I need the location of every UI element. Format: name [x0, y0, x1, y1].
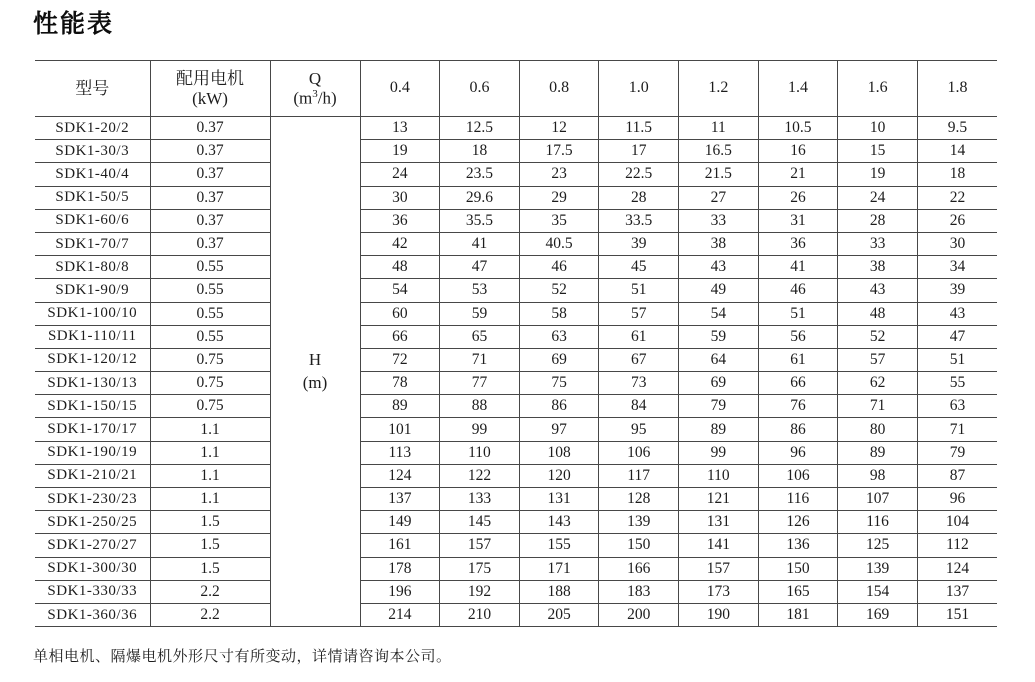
head-value-cell: 95 [599, 418, 679, 441]
head-value-cell: 104 [917, 511, 997, 534]
model-cell: SDK1-30/3 [35, 140, 150, 163]
head-value-cell: 157 [679, 557, 759, 580]
head-value-cell: 13 [360, 117, 440, 140]
head-value-cell: 79 [917, 441, 997, 464]
motor-power-cell: 0.37 [150, 186, 270, 209]
head-value-cell: 155 [519, 534, 599, 557]
head-value-cell: 52 [519, 279, 599, 302]
head-value-cell: 120 [519, 464, 599, 487]
head-value-cell: 67 [599, 348, 679, 371]
head-value-cell: 18 [917, 163, 997, 186]
motor-power-cell: 0.55 [150, 256, 270, 279]
head-value-cell: 61 [758, 348, 838, 371]
head-value-cell: 113 [360, 441, 440, 464]
head-value-cell: 31 [758, 209, 838, 232]
model-cell: SDK1-250/25 [35, 511, 150, 534]
head-value-cell: 131 [519, 488, 599, 511]
head-value-cell: 65 [440, 325, 520, 348]
head-value-cell: 143 [519, 511, 599, 534]
motor-power-cell: 1.5 [150, 534, 270, 557]
motor-power-cell: 2.2 [150, 603, 270, 626]
head-value-cell: 161 [360, 534, 440, 557]
head-value-cell: 51 [599, 279, 679, 302]
q-symbol: Q [308, 68, 322, 88]
head-value-cell: 150 [599, 534, 679, 557]
head-value-cell: 58 [519, 302, 599, 325]
q-unit-post: /h) [317, 88, 337, 108]
table-row [35, 279, 997, 302]
col-header-flow-6: 1.6 [838, 61, 918, 117]
head-value-cell: 139 [599, 511, 679, 534]
head-value-cell: 29 [519, 186, 599, 209]
table-row [35, 534, 997, 557]
motor-power-cell: 0.55 [150, 325, 270, 348]
head-value-cell: 128 [599, 488, 679, 511]
head-value-cell: 59 [679, 325, 759, 348]
head-value-cell: 188 [519, 580, 599, 603]
table-row [35, 511, 997, 534]
head-value-cell: 86 [519, 395, 599, 418]
head-value-cell: 139 [838, 557, 918, 580]
model-cell: SDK1-130/13 [35, 372, 150, 395]
model-cell: SDK1-20/2 [35, 117, 150, 140]
table-row [35, 186, 997, 209]
head-value-cell: 181 [758, 603, 838, 626]
table-row [35, 603, 997, 626]
head-value-cell: 28 [599, 186, 679, 209]
motor-power-cell: 0.55 [150, 302, 270, 325]
head-value-cell: 157 [440, 534, 520, 557]
head-value-cell: 136 [758, 534, 838, 557]
head-value-cell: 89 [360, 395, 440, 418]
head-value-cell: 23 [519, 163, 599, 186]
head-value-cell: 169 [838, 603, 918, 626]
head-value-cell: 34 [917, 256, 997, 279]
model-cell: SDK1-230/23 [35, 488, 150, 511]
head-value-cell: 122 [440, 464, 520, 487]
head-value-cell: 36 [360, 209, 440, 232]
model-cell: SDK1-190/19 [35, 441, 150, 464]
head-value-cell: 69 [519, 348, 599, 371]
head-value-cell: 22 [917, 186, 997, 209]
head-value-cell: 47 [440, 256, 520, 279]
table-body [35, 117, 997, 627]
motor-power-cell: 0.37 [150, 140, 270, 163]
head-value-cell: 55 [917, 372, 997, 395]
head-value-cell: 99 [679, 441, 759, 464]
head-value-cell: 35 [519, 209, 599, 232]
head-value-cell: 17.5 [519, 140, 599, 163]
head-value-cell: 87 [917, 464, 997, 487]
head-value-cell: 183 [599, 580, 679, 603]
model-cell: SDK1-360/36 [35, 603, 150, 626]
head-value-cell: 22.5 [599, 163, 679, 186]
head-value-cell: 89 [679, 418, 759, 441]
head-value-cell: 106 [758, 464, 838, 487]
head-value-cell: 18 [440, 140, 520, 163]
q-unit [271, 88, 360, 108]
head-value-cell: 66 [758, 372, 838, 395]
table-row [35, 302, 997, 325]
head-value-cell: 116 [758, 488, 838, 511]
head-value-cell: 75 [519, 372, 599, 395]
motor-power-cell: 0.37 [150, 232, 270, 255]
motor-power-cell: 0.75 [150, 348, 270, 371]
col-header-flow-7: 1.8 [917, 61, 997, 117]
table-row [35, 580, 997, 603]
table-row [35, 395, 997, 418]
table-row [35, 256, 997, 279]
head-value-cell: 16.5 [679, 140, 759, 163]
head-value-cell: 124 [917, 557, 997, 580]
model-cell: SDK1-60/6 [35, 209, 150, 232]
head-value-cell: 107 [838, 488, 918, 511]
motor-power-cell: 0.75 [150, 372, 270, 395]
head-value-cell: 35.5 [440, 209, 520, 232]
head-value-cell: 51 [758, 302, 838, 325]
head-value-cell: 54 [360, 279, 440, 302]
table-row [35, 117, 997, 140]
head-value-cell: 42 [360, 232, 440, 255]
head-value-cell: 43 [917, 302, 997, 325]
head-value-cell: 101 [360, 418, 440, 441]
head-value-cell: 178 [360, 557, 440, 580]
head-value-cell: 41 [440, 232, 520, 255]
head-value-cell: 124 [360, 464, 440, 487]
col-header-motor [150, 61, 270, 117]
head-value-cell: 52 [838, 325, 918, 348]
head-value-cell: 53 [440, 279, 520, 302]
head-value-cell: 86 [758, 418, 838, 441]
head-value-cell: 21 [758, 163, 838, 186]
col-header-flow-3: 1.0 [599, 61, 679, 117]
head-value-cell: 36 [758, 232, 838, 255]
head-value-cell: 19 [360, 140, 440, 163]
head-value-cell: 64 [679, 348, 759, 371]
head-value-cell: 23.5 [440, 163, 520, 186]
head-value-cell: 48 [360, 256, 440, 279]
table-row [35, 232, 997, 255]
head-value-cell: 99 [440, 418, 520, 441]
motor-power-cell: 1.1 [150, 464, 270, 487]
head-value-cell: 71 [838, 395, 918, 418]
head-value-cell: 17 [599, 140, 679, 163]
head-value-cell: 16 [758, 140, 838, 163]
head-value-cell: 26 [758, 186, 838, 209]
head-value-cell: 125 [838, 534, 918, 557]
table-row [35, 418, 997, 441]
head-value-cell: 171 [519, 557, 599, 580]
head-value-cell: 131 [679, 511, 759, 534]
model-cell: SDK1-270/27 [35, 534, 150, 557]
model-cell: SDK1-120/12 [35, 348, 150, 371]
head-value-cell: 54 [679, 302, 759, 325]
head-value-cell: 96 [758, 441, 838, 464]
head-value-cell: 80 [838, 418, 918, 441]
head-value-cell: 43 [679, 256, 759, 279]
q-unit-sup: 3 [312, 88, 318, 101]
head-value-cell: 137 [917, 580, 997, 603]
head-value-cell: 43 [838, 279, 918, 302]
col-header-flow-2: 0.8 [519, 61, 599, 117]
head-value-cell: 63 [519, 325, 599, 348]
head-value-cell: 166 [599, 557, 679, 580]
head-value-cell: 33.5 [599, 209, 679, 232]
head-value-cell: 15 [838, 140, 918, 163]
model-cell: SDK1-50/5 [35, 186, 150, 209]
head-value-cell: 137 [360, 488, 440, 511]
motor-power-cell: 0.55 [150, 279, 270, 302]
col-header-flow-1: 0.6 [440, 61, 520, 117]
head-value-cell: 106 [599, 441, 679, 464]
head-value-cell: 49 [679, 279, 759, 302]
head-value-cell: 27 [679, 186, 759, 209]
head-value-cell: 73 [599, 372, 679, 395]
motor-power-cell: 1.5 [150, 557, 270, 580]
head-value-cell: 145 [440, 511, 520, 534]
model-cell: SDK1-40/4 [35, 163, 150, 186]
head-value-cell: 190 [679, 603, 759, 626]
head-value-cell: 77 [440, 372, 520, 395]
head-value-cell: 62 [838, 372, 918, 395]
head-value-cell: 11 [679, 117, 759, 140]
table-row [35, 348, 997, 371]
head-value-cell: 150 [758, 557, 838, 580]
head-value-cell: 38 [838, 256, 918, 279]
head-value-cell: 26 [917, 209, 997, 232]
head-value-cell: 149 [360, 511, 440, 534]
head-value-cell: 175 [440, 557, 520, 580]
head-value-cell: 165 [758, 580, 838, 603]
performance-table [35, 60, 997, 627]
table-header [35, 61, 997, 117]
head-value-cell: 39 [917, 279, 997, 302]
head-value-cell: 57 [599, 302, 679, 325]
model-cell: SDK1-210/21 [35, 464, 150, 487]
table-row [35, 140, 997, 163]
col-header-flow-0: 0.4 [360, 61, 440, 117]
footnote: 单相电机、隔爆电机外形尺寸有所变动，详情请咨询本公司。 [33, 647, 452, 665]
model-cell: SDK1-80/8 [35, 256, 150, 279]
model-cell: SDK1-90/9 [35, 279, 150, 302]
head-value-cell: 48 [838, 302, 918, 325]
table-row [35, 441, 997, 464]
col-header-model: 型号 [35, 61, 150, 117]
head-value-cell: 108 [519, 441, 599, 464]
head-value-cell: 76 [758, 395, 838, 418]
head-value-cell: 72 [360, 348, 440, 371]
motor-power-cell: 0.37 [150, 163, 270, 186]
head-value-cell: 28 [838, 209, 918, 232]
head-value-cell: 84 [599, 395, 679, 418]
motor-power-cell: 1.1 [150, 488, 270, 511]
head-value-cell: 57 [838, 348, 918, 371]
head-value-cell: 61 [599, 325, 679, 348]
head-value-cell: 46 [519, 256, 599, 279]
head-value-cell: 78 [360, 372, 440, 395]
head-value-cell: 11.5 [599, 117, 679, 140]
model-cell: SDK1-300/30 [35, 557, 150, 580]
head-value-cell: 210 [440, 603, 520, 626]
head-value-cell: 154 [838, 580, 918, 603]
head-value-cell: 173 [679, 580, 759, 603]
head-value-cell: 33 [679, 209, 759, 232]
head-value-cell: 79 [679, 395, 759, 418]
motor-label-line2: (kW) [192, 88, 228, 108]
model-cell: SDK1-100/10 [35, 302, 150, 325]
head-value-cell: 38 [679, 232, 759, 255]
head-value-cell: 24 [360, 163, 440, 186]
head-value-cell: 59 [440, 302, 520, 325]
h-unit: (m) [302, 372, 328, 392]
head-value-cell: 14 [917, 140, 997, 163]
head-value-cell: 39 [599, 232, 679, 255]
head-value-cell: 133 [440, 488, 520, 511]
col-header-flow-5: 1.4 [758, 61, 838, 117]
head-value-cell: 12 [519, 117, 599, 140]
head-value-cell: 33 [838, 232, 918, 255]
motor-power-cell: 0.75 [150, 395, 270, 418]
head-value-cell: 151 [917, 603, 997, 626]
head-value-cell: 116 [838, 511, 918, 534]
table-row [35, 372, 997, 395]
head-value-cell: 63 [917, 395, 997, 418]
motor-power-cell: 0.37 [150, 209, 270, 232]
table-row [35, 209, 997, 232]
head-value-cell: 46 [758, 279, 838, 302]
table-row [35, 557, 997, 580]
head-value-cell: 214 [360, 603, 440, 626]
head-value-cell: 110 [440, 441, 520, 464]
head-value-cell: 47 [917, 325, 997, 348]
head-value-cell: 126 [758, 511, 838, 534]
head-value-cell: 10 [838, 117, 918, 140]
head-value-cell: 97 [519, 418, 599, 441]
head-value-cell: 98 [838, 464, 918, 487]
head-value-cell: 69 [679, 372, 759, 395]
model-cell: SDK1-170/17 [35, 418, 150, 441]
head-value-cell: 9.5 [917, 117, 997, 140]
head-value-cell: 66 [360, 325, 440, 348]
motor-power-cell: 1.1 [150, 418, 270, 441]
table-row [35, 488, 997, 511]
head-value-cell: 19 [838, 163, 918, 186]
head-value-cell: 30 [917, 232, 997, 255]
head-value-cell: 89 [838, 441, 918, 464]
header-row [35, 61, 997, 117]
head-value-cell: 71 [440, 348, 520, 371]
head-value-cell: 205 [519, 603, 599, 626]
head-value-cell: 141 [679, 534, 759, 557]
motor-label-line1: 配用电机 [176, 68, 244, 88]
motor-power-cell: 0.37 [150, 117, 270, 140]
model-cell: SDK1-330/33 [35, 580, 150, 603]
model-cell: SDK1-150/15 [35, 395, 150, 418]
table-row [35, 163, 997, 186]
head-value-cell: 40.5 [519, 232, 599, 255]
head-value-cell: 117 [599, 464, 679, 487]
head-value-cell: 96 [917, 488, 997, 511]
motor-power-cell: 1.5 [150, 511, 270, 534]
head-value-cell: 24 [838, 186, 918, 209]
head-value-cell: 200 [599, 603, 679, 626]
model-cell: SDK1-70/7 [35, 232, 150, 255]
motor-power-cell: 1.1 [150, 441, 270, 464]
page-title: 性能表 [33, 9, 115, 38]
head-value-cell: 30 [360, 186, 440, 209]
head-value-cell: 192 [440, 580, 520, 603]
head-value-cell: 110 [679, 464, 759, 487]
head-unit-cell [270, 117, 360, 627]
col-header-flow-4: 1.2 [679, 61, 759, 117]
head-value-cell: 41 [758, 256, 838, 279]
head-value-cell: 71 [917, 418, 997, 441]
table-row [35, 464, 997, 487]
head-value-cell: 121 [679, 488, 759, 511]
head-value-cell: 10.5 [758, 117, 838, 140]
table-row [35, 325, 997, 348]
head-value-cell: 12.5 [440, 117, 520, 140]
model-cell: SDK1-110/11 [35, 325, 150, 348]
head-value-cell: 60 [360, 302, 440, 325]
head-value-cell: 196 [360, 580, 440, 603]
q-unit-pre: (m [293, 88, 313, 108]
head-value-cell: 56 [758, 325, 838, 348]
motor-power-cell: 2.2 [150, 580, 270, 603]
head-value-cell: 88 [440, 395, 520, 418]
head-value-cell: 45 [599, 256, 679, 279]
head-value-cell: 21.5 [679, 163, 759, 186]
head-value-cell: 51 [917, 348, 997, 371]
h-symbol: H [308, 350, 322, 370]
col-header-flow-q [270, 61, 360, 117]
head-value-cell: 112 [917, 534, 997, 557]
head-value-cell: 29.6 [440, 186, 520, 209]
